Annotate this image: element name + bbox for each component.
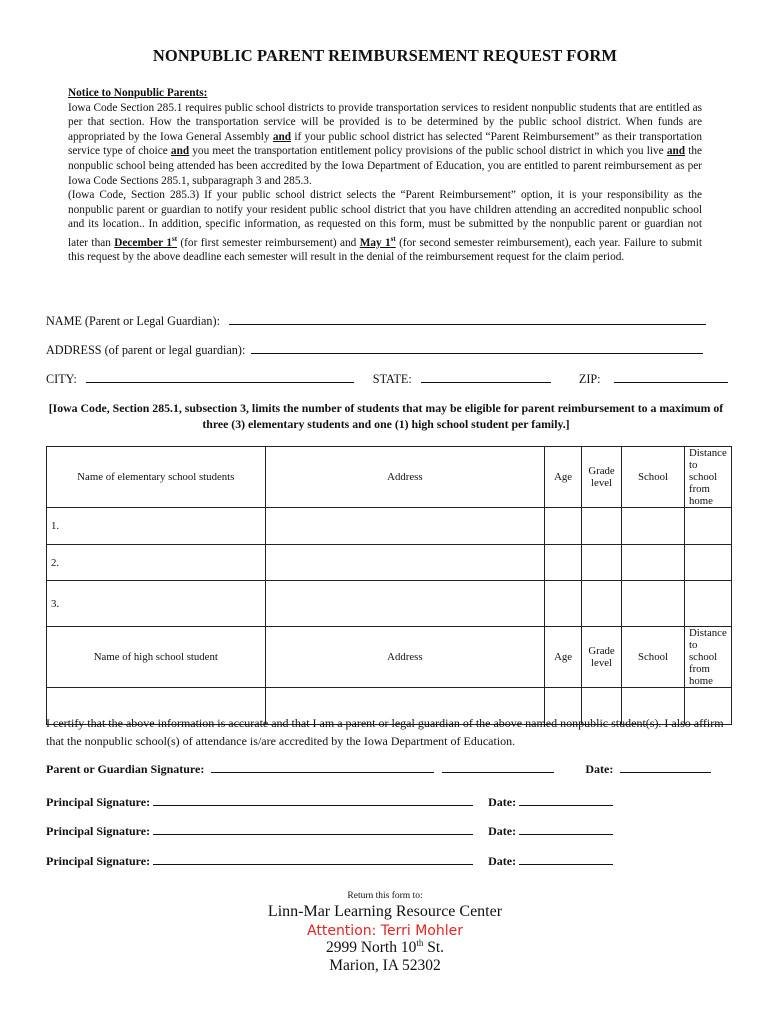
elem-row-3-grade[interactable] (582, 581, 622, 627)
principal-date-label: Date: (488, 824, 517, 838)
return-attention: Attention: Terri Mohler (307, 923, 463, 939)
principal-signature-row-1 (46, 794, 613, 810)
elem-row-3-name[interactable]: 3. (47, 581, 266, 627)
elem-distance-header: Distance to school from home (684, 447, 731, 508)
hs-grade-header: Grade level (582, 627, 622, 688)
address-label: ADDRESS (of parent or legal guardian): (46, 343, 246, 357)
form-title: NONPUBLIC PARENT REIMBURSEMENT REQUEST FORM (152, 46, 618, 65)
table-row (47, 545, 732, 581)
return-city: Marion, IA 52302 (329, 957, 441, 974)
elem-row-3-school[interactable] (622, 581, 685, 627)
limit-note: [Iowa Code, Section 285.1, subsection 3, limits the number of students that may be eligible for parent reimbursement to a maximum of three (3) elementary students and one (1) high school student per family.] (48, 401, 724, 431)
return-organization: Linn-Mar Learning Resource Center (267, 903, 503, 920)
principal-signature-label: Principal Signature: (46, 795, 151, 809)
hs-address-header: Address (265, 627, 544, 688)
elem-row-3-address[interactable] (265, 581, 544, 627)
elem-row-2-distance[interactable] (684, 545, 731, 581)
principal-signature-line[interactable] (153, 794, 473, 806)
elem-address-header: Address (265, 447, 544, 508)
notice-heading: Notice to Nonpublic Parents: (68, 87, 208, 99)
elem-row-1-school[interactable] (622, 508, 685, 545)
principal-date-label: Date: (488, 795, 517, 809)
principal-signature-row-2 (46, 823, 613, 839)
parent-signature-label: Parent or Guardian Signature: (46, 762, 205, 776)
principal-date-line[interactable] (519, 853, 613, 865)
city-label: CITY: (46, 372, 77, 386)
elem-name-header: Name of elementary school students (47, 447, 266, 508)
principal-date-line[interactable] (519, 823, 613, 835)
elem-row-2-grade[interactable] (582, 545, 622, 581)
elem-row-1-distance[interactable] (684, 508, 731, 545)
certification-statement: I certify that the above information is accurate and that I am a parent or legal guardian of the above named nonpublic student(s). I also affirm that the nonpublic school(s) of attendance is/are accredited by the Iowa Department of Education. (46, 716, 724, 748)
elem-school-header: School (622, 447, 685, 508)
address-input-line[interactable] (251, 342, 703, 354)
zip-input-line[interactable] (614, 371, 728, 383)
city-state-zip-row (46, 371, 728, 387)
elem-row-1-age[interactable] (545, 508, 582, 545)
principal-date-line[interactable] (519, 794, 613, 806)
elem-row-1-grade[interactable] (582, 508, 622, 545)
notice-paragraph-1: Iowa Code Section 285.1 requires public school districts to provide transportation services to resident nonpublic students that are entitled as per that section. How the transportation service will be provided is to be determined by the public school district. When funds are appropriated by the Iowa General Assembly and if your public school district has selected “Parent Reimbursement” as their transportation service type of choice and you meet the transportation entitlement policy provisions of the public school district in which you live and the nonpublic school being attended has been accredited by the Iowa Department of Education, you are entitled to parent reimbursement as per Iowa Code Sections 285.1, subparagraph 3 and 285.3. (68, 101, 702, 187)
elem-row-3-age[interactable] (545, 581, 582, 627)
notice-section (68, 86, 702, 265)
principal-signature-row-3 (46, 853, 613, 869)
principal-signature-label: Principal Signature: (46, 824, 151, 838)
address-field-row (46, 342, 703, 358)
parent-date-label: Date: (585, 762, 614, 776)
elem-row-2-school[interactable] (622, 545, 685, 581)
hs-age-header: Age (545, 627, 582, 688)
principal-signature-label: Principal Signature: (46, 854, 151, 868)
name-label: NAME (Parent or Legal Guardian): (46, 314, 220, 328)
notice-paragraph-2: (Iowa Code, Section 285.3) If your public school district selects the “Parent Reimbursement” option, it is your responsibility as the nonpublic parent or guardian to notify your resident public school district that you have children attending an accredited nonpublic school and its location.. In addition, specific information, as requested on this form, must be submitted by the nonpublic parent or guardian not later than December 1st (for first semester reimbursement) and May 1st (for second semester reimbursement), each year. Failure to submit this request by the above deadline each semester will result in the denial of the reimbursement request for the claim period. (68, 189, 702, 264)
name-input-line[interactable] (229, 313, 706, 325)
parent-signature-line[interactable] (211, 761, 434, 773)
principal-signature-line[interactable] (153, 853, 473, 865)
parent-date-line[interactable] (620, 761, 711, 773)
high-school-header-row (47, 627, 732, 688)
principal-date-label: Date: (488, 854, 517, 868)
elem-row-1-address[interactable] (265, 508, 544, 545)
elem-grade-header: Grade level (582, 447, 622, 508)
return-street: 2999 North 10th St. (325, 938, 445, 957)
table-row (47, 581, 732, 627)
elem-row-2-address[interactable] (265, 545, 544, 581)
elem-row-2-age[interactable] (545, 545, 582, 581)
city-input-line[interactable] (86, 371, 354, 383)
hs-school-header: School (622, 627, 685, 688)
table-row (47, 508, 732, 545)
elementary-header-row (47, 447, 732, 508)
parent-signature-row (46, 761, 711, 777)
zip-label: ZIP: (578, 372, 601, 386)
hs-distance-header: Distance to school from home (684, 627, 731, 688)
elem-row-2-name[interactable]: 2. (47, 545, 266, 581)
students-table (46, 446, 732, 725)
parent-signature-line-2[interactable] (442, 761, 554, 773)
elem-row-1-name[interactable]: 1. (47, 508, 266, 545)
hs-name-header: Name of high school student (47, 627, 266, 688)
state-label: STATE: (372, 372, 412, 386)
principal-signature-line[interactable] (153, 823, 473, 835)
state-input-line[interactable] (421, 371, 551, 383)
elem-row-3-distance[interactable] (684, 581, 731, 627)
return-note: Return this form to: (347, 891, 423, 901)
name-field-row (46, 313, 706, 329)
elem-age-header: Age (545, 447, 582, 508)
